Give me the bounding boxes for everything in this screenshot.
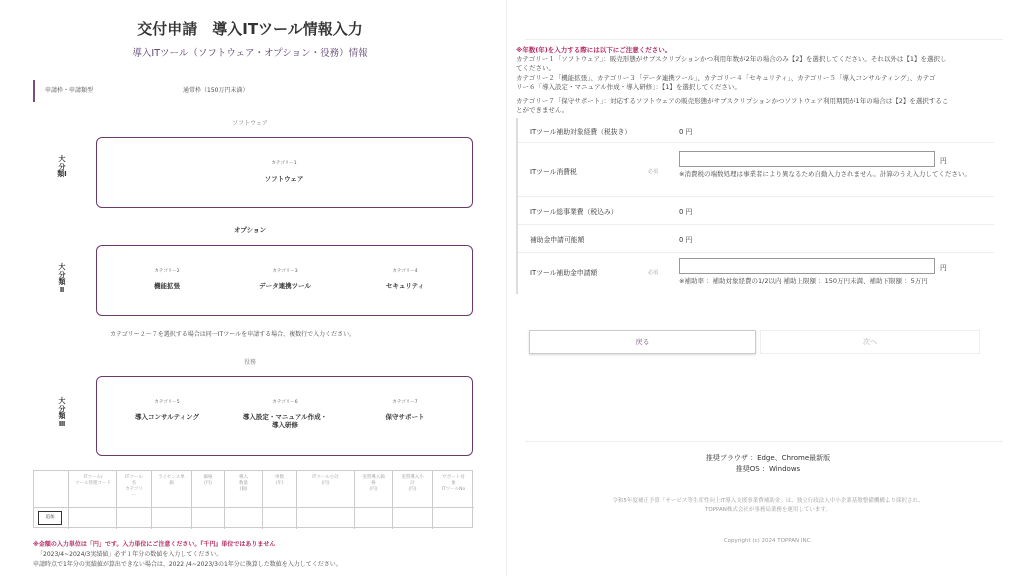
next-button[interactable]: 次へ — [760, 330, 980, 354]
field-row-eligible — [516, 118, 994, 142]
option-note: カテゴリー２～７を選択する場合は同一ITツールを申請する場合、複数行で入力ください。 — [110, 331, 356, 338]
tax-required-badge: 必須 — [648, 169, 659, 175]
request-unit: 円 — [940, 264, 947, 272]
category-1-number: カテゴリー1 — [271, 161, 297, 166]
table-header-actual-subtotal: 実質導入小 計 (円) — [401, 475, 424, 492]
total-label: ITツール総事業費（税込み） — [530, 208, 618, 216]
panel-divider — [506, 0, 507, 576]
table-header-tool-name: ITツール 名 カテゴリ ー — [125, 475, 143, 498]
section-label-service: 役務 — [243, 359, 256, 366]
total-value: 0 円 — [679, 208, 693, 216]
tool-table — [33, 470, 473, 528]
group-label-1: 大分類Ⅰ — [57, 155, 67, 178]
years-note-line-3: カテゴリー２「機能拡張」、カテゴリー３「データ連携ツール」、カテゴリー４「セキュリティ」、カテゴリー５「導入コンサルティング」、カテゴ — [516, 74, 936, 82]
section-label-option: オプション — [234, 226, 266, 234]
category-3-number: カテゴリー3 — [272, 269, 298, 274]
page-title: 交付申請 導入ITツール情報入力 — [137, 20, 363, 38]
recommended-browser: 推奨ブラウザ ：Edge、Chrome最新版 — [705, 454, 831, 462]
category-4-number: カテゴリー4 — [392, 269, 418, 274]
table-header-quantity: 導入 数量 (個) — [239, 475, 248, 492]
category-box-service — [96, 376, 473, 456]
field-row-possible — [516, 224, 994, 252]
years-warning: ※年数(年)を入力する際には以下にご注意ください。 — [516, 46, 672, 54]
recommended-os: 推奨OS ：Windows — [735, 465, 801, 473]
tax-label: ITツール消費税 — [530, 168, 577, 176]
category-box-option — [96, 245, 473, 316]
category-7-button[interactable]: 保守サポート — [385, 413, 425, 421]
left-panel — [0, 0, 500, 576]
table-header-years: 単数 (年) — [275, 475, 284, 486]
category-4-button[interactable]: セキュリティ — [385, 282, 425, 290]
credit-line-1: 令和5年度補正予算「サービス等生産性向上IT導入支援事業費補助金」は、独立行政法人中小企業基盤整備機構より採択され、 — [612, 498, 924, 504]
fiscal-year-note: 「2023/4~2024/3実績値」必ず１年分の数値を入力してください。 — [37, 551, 223, 558]
category-7-number: カテゴリー7 — [392, 400, 418, 405]
request-input[interactable] — [679, 258, 935, 274]
years-note-line-5: カテゴリー７「保守サポート」：対応するソフトウェアの販売形態がサブスクリプションかつソフトウェア利用期間が1年の場合は【2】を選択するこ — [516, 97, 949, 105]
conversion-note: 申請時点で1年分の実績値が算出できない場合は、2022 /4~2023/3の1年分に換算した数値を入力してください。 — [33, 561, 342, 568]
table-header-price: 価格 (円) — [203, 475, 213, 486]
category-2-number: カテゴリー2 — [154, 269, 180, 274]
category-3-button[interactable]: データ連携ツール — [259, 282, 311, 290]
category-5-button[interactable]: 導入コンサルティング — [134, 413, 200, 421]
field-row-tax — [516, 142, 994, 196]
group-label-2: 大分類Ⅱ — [58, 263, 66, 294]
years-note-line-1: カテゴリー１「ソフトウェア」：販売形態がサブスクリプションかつ利用年数が2年の場合のみ【2】を選択してください。それ以外は【1】を選択し — [516, 55, 947, 63]
group-label-3: 大分類Ⅲ — [58, 397, 66, 428]
eligible-value: 0 円 — [679, 128, 693, 136]
right-top-area — [525, 0, 1003, 40]
years-note-line-6: とができません。 — [516, 106, 569, 114]
category-5-number: カテゴリー5 — [154, 400, 180, 405]
possible-value: 0 円 — [679, 236, 693, 244]
possible-label: 補助金申請可能額 — [530, 236, 585, 244]
table-header-tool-code: ITツール/ ツール管理コード — [75, 475, 111, 486]
application-type-value: 通常枠（150万円未満） — [183, 87, 249, 94]
amount-unit-warning: ※金額の入力単位は「円」です。入力単位にご注意ください。『千円』単位ではありません — [33, 541, 276, 548]
years-note-line-2: てください。 — [516, 64, 555, 72]
category-6-number: カテゴリー6 — [272, 400, 298, 405]
eligible-label: ITツール補助対象経費（税抜き） — [530, 128, 632, 136]
copyright: Copyright (c) 2024 TOPPAN INC. — [723, 538, 813, 544]
request-label: ITツール補助金申請額 — [530, 269, 598, 277]
right-lower-area — [525, 396, 1003, 442]
field-row-request — [516, 252, 994, 294]
add-row-button[interactable]: 追加 — [38, 511, 62, 525]
back-button[interactable]: 戻る — [529, 330, 756, 354]
request-hint: ※補助率 ：補助対象経費の1/2以内 補助上限額 ：150万円未満、補助下限額 ：5万円 — [679, 277, 928, 285]
category-6-button[interactable]: 導入設定・マニュアル作成・導入研修 — [242, 413, 328, 429]
years-note-line-4: リー６「導入設定・マニュアル作成・導入研修」：【1】を選択してください。 — [516, 83, 741, 91]
tax-hint: ※消費税の端数処理は事業者により異なるため自動入力されません。計算のうえ入力してください。 — [679, 170, 971, 178]
category-2-button[interactable]: 機能拡張 — [154, 282, 180, 290]
page-subtitle: 導入ITツール（ソフトウェア・オプション・役務）情報 — [132, 48, 368, 59]
table-header-subtotal: ITツール小計 (円) — [312, 475, 339, 486]
field-row-total — [516, 196, 994, 224]
section-label-software: ソフトウェア — [232, 120, 268, 127]
application-type-key: 申請枠・申請類型 — [45, 87, 94, 94]
table-header-actual-price: 実質導入価 格 (円) — [362, 475, 385, 492]
tax-input[interactable] — [679, 151, 935, 167]
category-1-button[interactable]: ソフトウェア — [264, 175, 304, 183]
table-header-support-no: サポート対 象 ITツールNo — [441, 475, 466, 492]
credit-line-2: TOPPAN株式会社が事務局業務を運用しています。 — [705, 507, 831, 513]
table-header-license: ライセンス単 価 — [158, 475, 185, 486]
request-required-badge: 必須 — [648, 270, 659, 276]
category-box-software — [96, 137, 473, 208]
tax-unit: 円 — [940, 157, 947, 165]
application-type-bar — [33, 80, 473, 102]
